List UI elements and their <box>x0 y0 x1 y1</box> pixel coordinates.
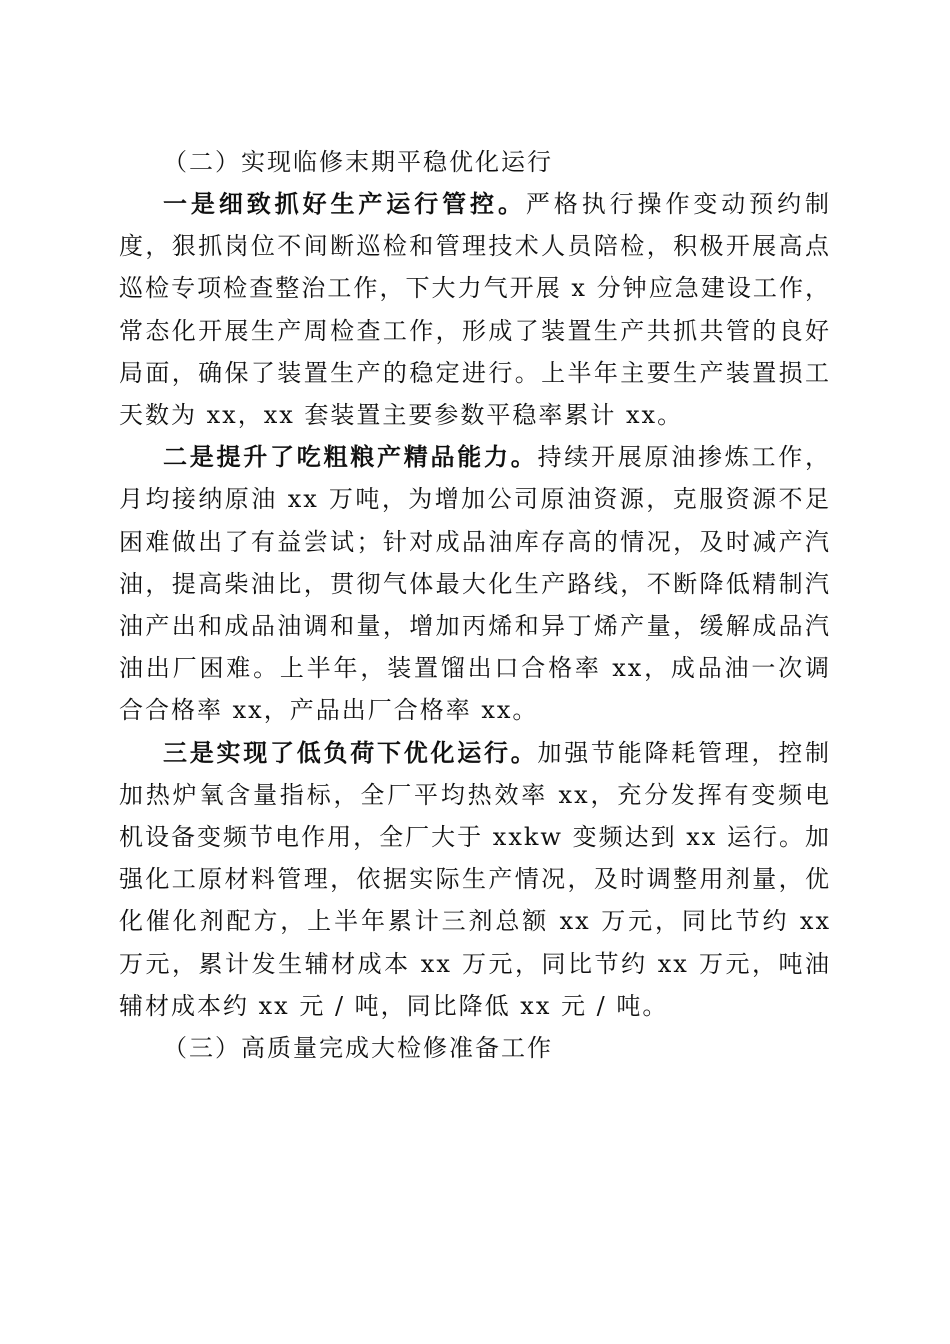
paragraph-2-lead: 二是提升了吃粗粮产精品能力。 <box>163 442 538 472</box>
paragraph-3-lead: 三是实现了低负荷下优化运行。 <box>163 737 538 767</box>
paragraph-2 <box>119 436 831 731</box>
paragraph-3-text: 加强节能降耗管理，控制加热炉氧含量指标，全厂平均热效率 xx，充分发挥有变频电机设备变频节电作用，全厂大于 xxkw 变频达到 xx 运行。加强化工原材料管理，依据实际生产情况，及时调整用剂量，优化催化剂配方，上半年累计三剂总额 xx 万元，同比节约 xx 万元，累计发生辅材成本 xx 万元，同比节约 xx 万元，吨油辅材成本约 xx 元 / 吨，同比降低 xx 元 / 吨。 <box>119 738 831 1020</box>
section-heading-3: （三）高质量完成大检修准备工作 <box>163 1034 553 1063</box>
document-page <box>119 141 831 1069</box>
section-heading-2: （二）实现临修末期平稳优化运行 <box>163 148 553 176</box>
paragraph-2-text: 持续开展原油掺炼工作，月均接纳原油 xx 万吨，为增加公司原油资源，克服资源不足困难做出了有益尝试；针对成品油库存高的情况，及时减产汽油，提高柴油比，贯彻气体最大化生产路线，不断降低精制汽油产出和成品油调和量，增加丙烯和异丁烯产量，缓解成品汽油出厂困难。上半年，装置馏出口合格率 xx，成品油一次调合合格率 xx，产品出厂合格率 xx。 <box>119 443 831 725</box>
paragraph-1 <box>119 183 831 436</box>
paragraph-1-lead: 一是细致抓好生产运行管控。 <box>163 189 526 218</box>
paragraph-1-text: 严格执行操作变动预约制度，狠抓岗位不间断巡检和管理技术人员陪检，积极开展高点巡检专项检查整治工作，下大力气开展 x 分钟应急建设工作，常态化开展生产周检查工作，形成了装置生产共抓共管的良好局面，确保了装置生产的稳定进行。上半年主要生产装置损工天数为 xx，xx 套装置主要参数平稳率累计 xx。 <box>119 190 832 430</box>
paragraph-3 <box>119 732 831 1027</box>
